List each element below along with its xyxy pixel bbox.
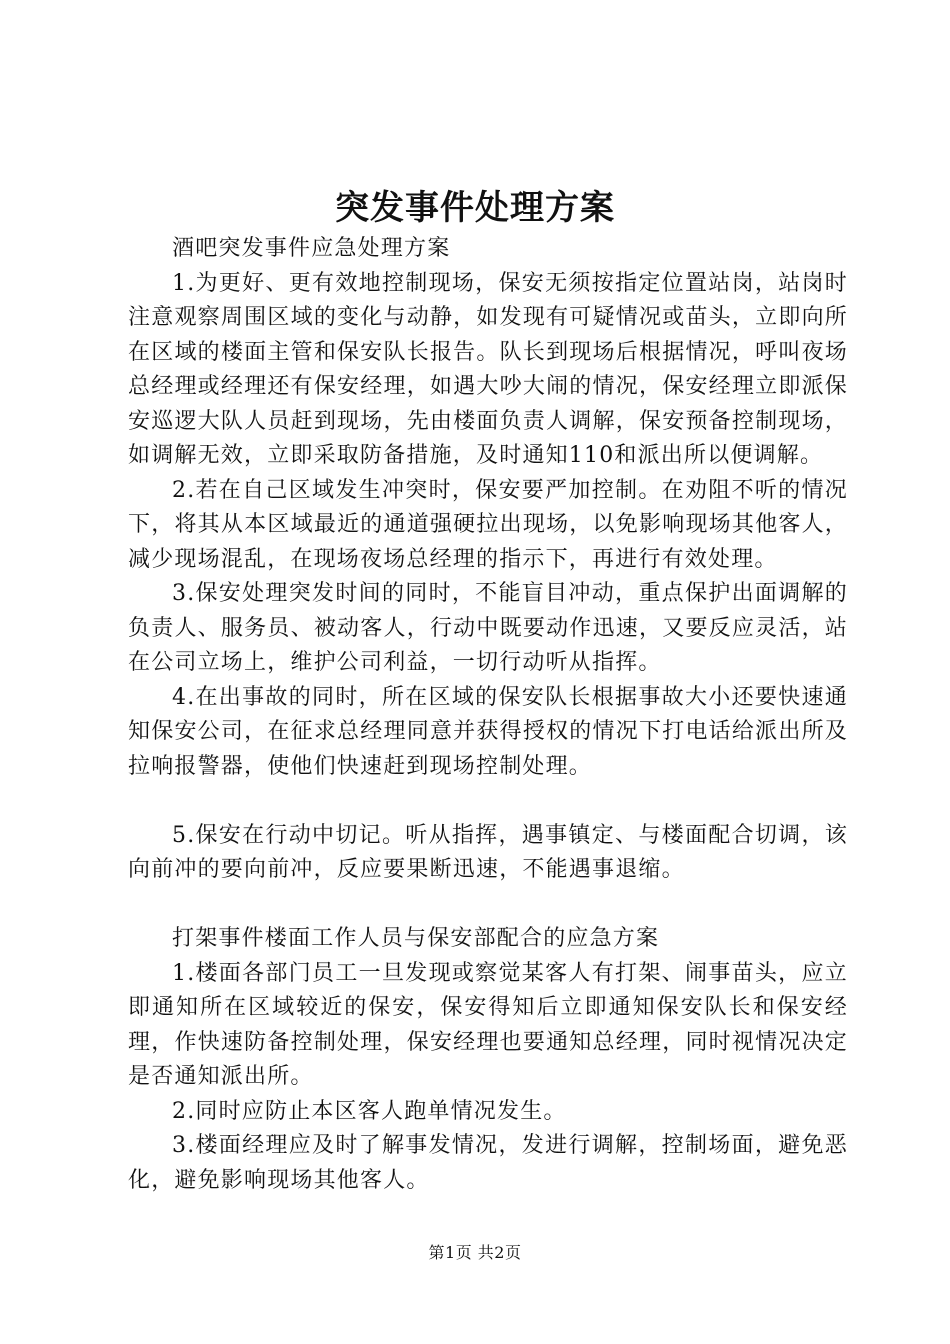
section-heading-fight-emergency: 打架事件楼面工作人员与保安部配合的应急方案 — [172, 926, 660, 951]
paragraph-item-3: 3.保安处理突发时间的同时，不能盲目冲动，重点保护出面调解的负责人、服务员、被动客人，行动中既要动作迅速，又要反应灵活，站在公司立场上，维护公司利益，一切行动听从指挥。 — [128, 581, 848, 675]
paragraph-item-2: 2.同时应防止本区客人跑单情况发生。 — [172, 1098, 567, 1124]
document-title: 突发事件处理方案 — [335, 188, 615, 228]
paragraph-spacer — [128, 784, 848, 819]
paragraph-item-3: 3.楼面经理应及时了解事发情况，发进行调解，控制场面，避免恶化，避免影响现场其他客人。 — [128, 1133, 848, 1193]
page-number-footer: 第1页 共2页 — [428, 1243, 522, 1262]
paragraph-item-1: 1.楼面各部门员工一旦发现或察觉某客人有打架、闹事苗头，应立即通知所在区域较近的保安，保安得知后立即通知保安队长和保安经理，作快速防备控制处理，保安经理也要通知总经理，同时视情况决定是否通知派出所。 — [128, 960, 848, 1089]
paragraph-item-1: 1.为更好、更有效地控制现场，保安无须按指定位置站岗，站岗时注意观察周围区域的变化与动静，如发现有可疑情况或苗头，立即向所在区域的楼面主管和保安队长报告。队长到现场后根据情况，呼叫夜场总经理或经理还有保安经理，如遇大吵大闹的情况，保安经理立即派保安巡逻大队人员赶到现场，先由楼面负责人调解，保安预备控制现场，如调解无效，立即采取防备措施，及时通知110和派出所以便调解。 — [128, 270, 848, 468]
document-body — [128, 232, 848, 1198]
paragraph-item-2: 2.若在自己区域发生冲突时，保安要严加控制。在劝阻不听的情况下，将其从本区域最近的通道强硬拉出现场，以免影响现场其他客人，减少现场混乱，在现场夜场总经理的指示下，再进行有效处理。 — [128, 477, 848, 572]
paragraph-item-4: 4.在出事故的同时，所在区域的保安队长根据事故大小还要快速通知保安公司，在征求总经理同意并获得授权的情况下打电话给派出所及拉响报警器，使他们快速赶到现场控制处理。 — [128, 684, 848, 779]
paragraph-item-5: 5.保安在行动中切记。听从指挥，遇事镇定、与楼面配合切调，该向前冲的要向前冲，反应要果断迅速，不能遇事退缩。 — [128, 822, 848, 882]
paragraph-spacer — [128, 888, 848, 923]
section-heading-bar-emergency: 酒吧突发事件应急处理方案 — [172, 236, 451, 261]
